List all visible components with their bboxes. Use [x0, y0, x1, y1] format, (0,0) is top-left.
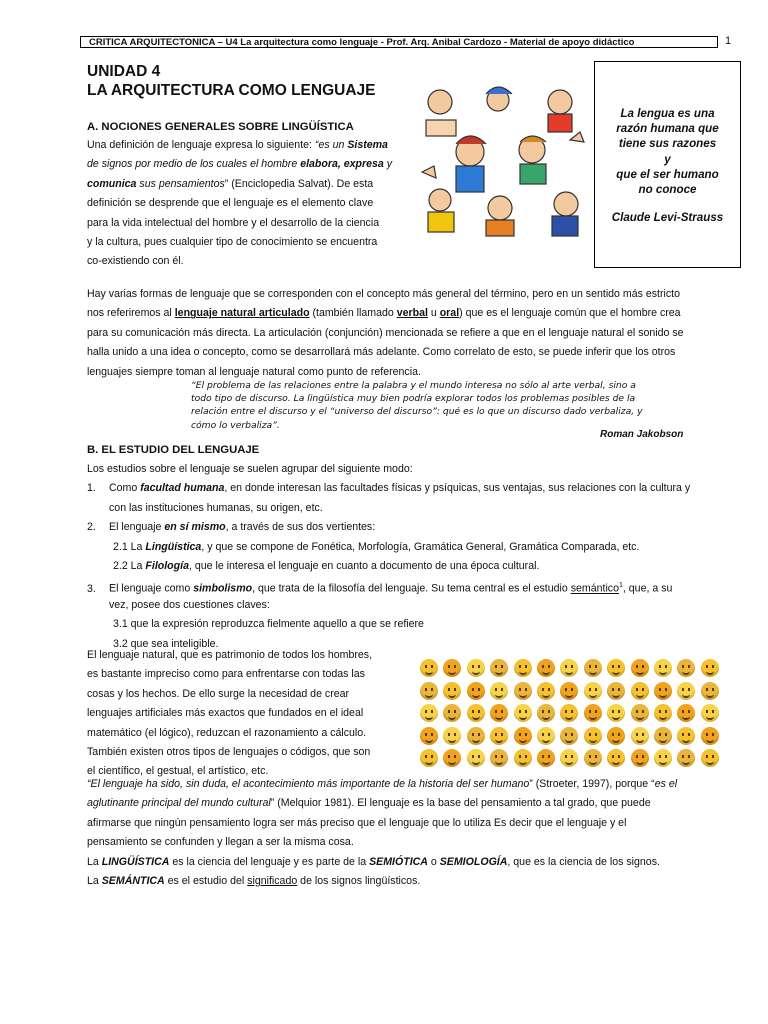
emoji-face-icon — [701, 727, 719, 745]
emoji-face-icon — [537, 727, 555, 745]
emoji-face-icon — [420, 659, 438, 677]
emoji-face-icon — [607, 727, 625, 745]
emoji-face-icon — [443, 704, 461, 722]
linguistics-definition: La LINGÜÍSTICA es la ciencia del lenguaje y es parte de la SEMIÓTICA o SEMIOLOGÍA, que es la ciencia de los signos. — [87, 855, 660, 868]
emoji-face-icon — [677, 749, 695, 767]
definition-paragraph: Una definición de lenguaje expresa lo siguiente: “es un Sistema de signos por medio de los cuales el hombre elabora, expresa y comunica sus pensamientos” (Enciclopedia Salvat). De esta definición se desprende que el lenguaje es el elemento clave para la vida intelectual del hombre y el desarrollo de la ciencia y la cultura, pues cualquier tipo de conocimiento se encuentra co-existiendo con él. — [87, 139, 393, 268]
list-intro: Los estudios sobre el lenguaje se suelen agrupar del siguiente modo: — [87, 463, 413, 475]
emoji-face-icon — [514, 749, 532, 767]
list-subitem: 3.1 que la expresión reproduzca fielmente aquello a que se refiere — [113, 618, 424, 631]
emoji-face-icon — [443, 682, 461, 700]
jakobson-quote: “El problema de las relaciones entre la palabra y el mundo interesa no sólo al arte verbal, sino a todo tipo de discurso. La lingüística muy bien podría explorar todos los problemas posibles de la relación entre el discurso y el “universo del discurso”: qué es lo que un discurso dado verbaliza, y cómo lo verbaliza”. — [191, 380, 643, 431]
emoji-face-icon — [490, 727, 508, 745]
gesturing-people-illustration — [420, 80, 586, 238]
emoji-face-icon — [677, 727, 695, 745]
emoji-face-icon — [584, 659, 602, 677]
emoji-face-icon — [631, 704, 649, 722]
emoji-face-icon — [537, 682, 555, 700]
emoji-face-icon — [701, 659, 719, 677]
running-header: CRITICA ARQUITECTONICA – U4 La arquitectura como lenguaje - Prof. Arq. Anibal Cardozo - Material de apoyo didáctico — [80, 36, 718, 48]
emoji-face-icon — [490, 704, 508, 722]
emoji-face-icon — [560, 659, 578, 677]
section-a-heading: A. NOCIONES GENERALES SOBRE LINGÜÍSTICA — [87, 121, 354, 133]
emoji-face-icon — [584, 749, 602, 767]
jakobson-author: Roman Jakobson — [600, 429, 684, 440]
semantics-definition: La SEMÁNTICA es el estudio del significado de los signos lingüísticos. — [87, 874, 421, 887]
emoji-face-icon — [584, 682, 602, 700]
page-number: 1 — [725, 35, 732, 47]
list-item: 3. El lenguaje como simbolismo, que trata de la filosofía del lenguaje. Su tema central es el estudio semántico$^1$, que, a su — [87, 582, 673, 595]
footnote-ref: 1 — [619, 582, 623, 590]
emoji-face-icon — [654, 727, 672, 745]
natural-language-paragraph: El lenguaje natural, que es patrimonio de todos los hombres, es bastante impreciso como para enfrentarse con todas las cosas y los hechos. De ello surge la necesidad de crear lenguajes artificiales más exactos que fundados en el ideal matemático (el lógico), reduzcan el razonamiento a cálculo. También existen otros tipos de lenguajes o códigos, que son el científico, el gestual, el artístico, etc. — [87, 649, 373, 778]
list-subitem: 3.2 que sea inteligible. — [113, 637, 219, 650]
emoji-face-icon — [514, 659, 532, 677]
list-item: 2. El lenguaje en sí mismo, a través de sus dos vertientes: — [87, 521, 376, 534]
emoji-face-icon — [677, 682, 695, 700]
emoji-face-icon — [443, 727, 461, 745]
emoji-grid-image — [420, 659, 720, 771]
emoji-face-icon — [607, 704, 625, 722]
emoji-face-icon — [537, 659, 555, 677]
emoji-face-icon — [467, 727, 485, 745]
emoji-face-icon — [607, 682, 625, 700]
emoji-face-icon — [537, 749, 555, 767]
emoji-face-icon — [701, 682, 719, 700]
emoji-face-icon — [701, 749, 719, 767]
list-subitem: 2.1 La Lingüística, y que se compone de Fonética, Morfología, Gramática General, Gramática Comparada, etc. — [113, 540, 640, 553]
emoji-face-icon — [490, 682, 508, 700]
emoji-face-icon — [490, 749, 508, 767]
emoji-face-icon — [654, 704, 672, 722]
emoji-face-icon — [420, 749, 438, 767]
emoji-face-icon — [607, 749, 625, 767]
emoji-face-icon — [537, 704, 555, 722]
emoji-face-icon — [443, 659, 461, 677]
emoji-face-icon — [584, 727, 602, 745]
emoji-face-icon — [514, 682, 532, 700]
emoji-face-icon — [607, 659, 625, 677]
emoji-face-icon — [701, 704, 719, 722]
quote-text: La lengua es una razón humana que tiene sus razones y que el ser humano no conoce — [616, 107, 719, 197]
emoji-face-icon — [490, 659, 508, 677]
emoji-face-icon — [631, 749, 649, 767]
emoji-face-icon — [467, 704, 485, 722]
emoji-face-icon — [560, 682, 578, 700]
emoji-face-icon — [560, 749, 578, 767]
emoji-face-icon — [631, 659, 649, 677]
emoji-face-icon — [677, 659, 695, 677]
study-list: Los estudios sobre el lenguaje se suelen agrupar del siguiente modo: 1. Como facultad humana, en donde interesan las facultades físicas y psíquicas, sus ventajas, sus relaciones con la cultura y con las instituciones humanas, su origen, etc. 2. El lenguaje en sí mismo, a través de sus dos vertientes: 2.1 La Lingüística, y que se compone de Fonética, Morfología, Gramática General, Gramática Comparada, etc. 2.2 La Filología, que le interesa el lenguaje en cuanto a documento de una época cultural. 3. El lenguaje como simbolismo, que trata de la filosofía del lenguaje. Su tema central es el estudio semántico$^1$, que, a su vez, posee dos cuestiones claves: 3.1 que la expresión reproduzca fielmente aquello a que se refiere 3.2 que sea inteligible. — [87, 460, 737, 654]
list-subitem: 2.2 La Filología, que le interesa el lenguaje en cuanto a documento de una época cultural. — [113, 559, 540, 572]
emoji-face-icon — [420, 704, 438, 722]
stroeter-paragraph: “El lenguaje ha sido, sin duda, el acontecimiento más importante de la historia del ser humano” (Stroeter, 1997), porque “es el aglutinante principal del mundo cultural” (Melquior 1981). El lenguaje es la base del pensamiento a tal grado, que puede afirmarse que ningún pensamiento logra ser más preciso que el lenguaje que lo utiliza Es decir que el lenguaje y el pensamiento se confunden y llegan a ser la misma cosa. La LINGÜÍSTICA es la ciencia del lenguaje y es parte de la SEMIÓTICA o SEMIOLOGÍA, que es la ciencia de los signos. La SEMÁNTICA es el estudio del significado de los signos lingüísticos. — [87, 775, 737, 891]
list-item: 1. Como facultad humana, en donde interesan las facultades físicas y psíquicas, sus ventajas, sus relaciones con la cultura y — [87, 482, 691, 495]
emoji-face-icon — [560, 704, 578, 722]
unit-title: LA ARQUITECTURA COMO LENGUAJE — [87, 82, 376, 99]
emoji-face-icon — [467, 749, 485, 767]
forms-of-language-paragraph: Hay varias formas de lenguaje que se corresponden con el concepto más general del término, pero en un sentido más estricto nos referiremos al lenguaje natural articulado (también llamado verbal u oral) que es el lenguaje común que el hombre crea para su comunicación más directa. La articulación (conjunción) mencionada se refiere a que en el lenguaje natural el sonido se halla unido a una idea o concepto, como se desarrollará más adelante. Como correlato de esto, se puede inferir que los otros lenguajes siempre toman al lenguaje natural como punto de referencia. — [87, 288, 684, 378]
emoji-face-icon — [677, 704, 695, 722]
unit-number: UNIDAD 4 — [87, 63, 161, 80]
section-b-heading: B. EL ESTUDIO DEL LENGUAJE — [87, 444, 260, 456]
quote-author: Claude Levi-Strauss — [611, 211, 724, 225]
emoji-face-icon — [631, 727, 649, 745]
levi-strauss-quote-box — [594, 61, 741, 268]
emoji-face-icon — [420, 682, 438, 700]
emoji-face-icon — [654, 682, 672, 700]
emoji-face-icon — [420, 727, 438, 745]
emoji-face-icon — [467, 659, 485, 677]
emoji-face-icon — [467, 682, 485, 700]
emoji-face-icon — [584, 704, 602, 722]
emoji-face-icon — [560, 727, 578, 745]
emoji-face-icon — [654, 749, 672, 767]
emoji-face-icon — [631, 682, 649, 700]
emoji-face-icon — [443, 749, 461, 767]
emoji-face-icon — [514, 727, 532, 745]
emoji-face-icon — [654, 659, 672, 677]
emoji-face-icon — [514, 704, 532, 722]
